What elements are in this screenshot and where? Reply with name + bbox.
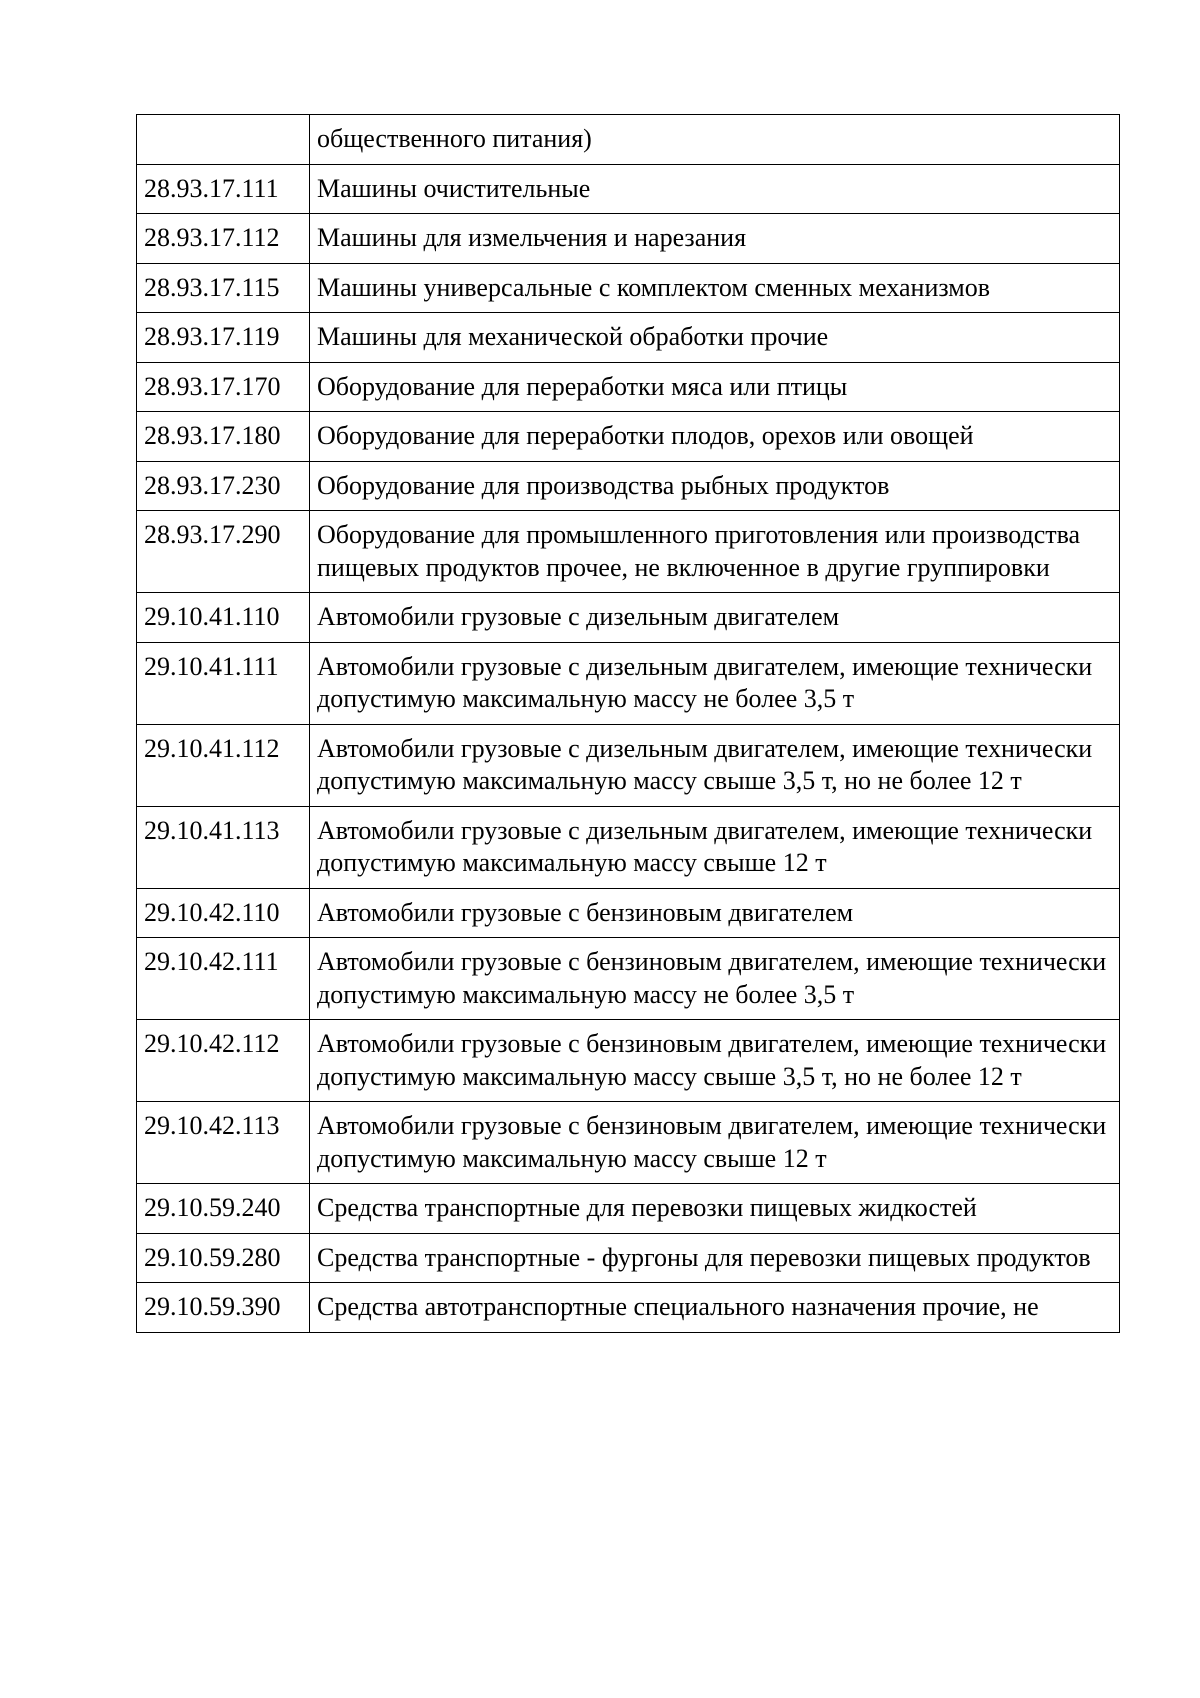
description-cell: общественного питания)	[310, 115, 1120, 165]
table-row	[137, 511, 1120, 593]
product-codes-table-body	[137, 115, 1120, 1333]
table-row	[137, 593, 1120, 643]
table-row	[137, 1233, 1120, 1283]
table-row	[137, 313, 1120, 363]
code-cell: 28.93.17.115	[137, 263, 310, 313]
code-cell: 29.10.41.110	[137, 593, 310, 643]
code-cell: 28.93.17.119	[137, 313, 310, 363]
code-cell: 29.10.41.112	[137, 724, 310, 806]
product-codes-table	[136, 114, 1120, 1333]
description-cell: Автомобили грузовые с бензиновым двигателем, имеющие технически допустимую максимальную массу свыше 12 т	[310, 1102, 1120, 1184]
description-cell: Автомобили грузовые с бензиновым двигателем, имеющие технически допустимую максимальную массу свыше 3,5 т, но не более 12 т	[310, 1020, 1120, 1102]
table-row	[137, 362, 1120, 412]
description-cell: Оборудование для производства рыбных продуктов	[310, 461, 1120, 511]
code-cell: 29.10.42.111	[137, 938, 310, 1020]
description-cell: Оборудование для промышленного приготовления или производства пищевых продуктов прочее, не включенное в другие группировки	[310, 511, 1120, 593]
code-cell: 28.93.17.170	[137, 362, 310, 412]
table-row	[137, 412, 1120, 462]
table-row	[137, 1283, 1120, 1333]
description-cell: Оборудование для переработки мяса или птицы	[310, 362, 1120, 412]
code-cell: 29.10.42.112	[137, 1020, 310, 1102]
table-row	[137, 724, 1120, 806]
description-cell: Автомобили грузовые с дизельным двигателем, имеющие технически допустимую максимальную массу свыше 3,5 т, но не более 12 т	[310, 724, 1120, 806]
table-row	[137, 938, 1120, 1020]
table-row	[137, 642, 1120, 724]
code-cell: 29.10.42.113	[137, 1102, 310, 1184]
description-cell: Автомобили грузовые с дизельным двигателем, имеющие технически допустимую максимальную массу свыше 12 т	[310, 806, 1120, 888]
table-row	[137, 214, 1120, 264]
code-cell: 29.10.41.111	[137, 642, 310, 724]
description-cell: Автомобили грузовые с бензиновым двигателем, имеющие технически допустимую максимальную массу не более 3,5 т	[310, 938, 1120, 1020]
description-cell: Машины универсальные с комплектом сменных механизмов	[310, 263, 1120, 313]
code-cell: 29.10.59.390	[137, 1283, 310, 1333]
code-cell: 28.93.17.180	[137, 412, 310, 462]
table-row	[137, 263, 1120, 313]
description-cell: Машины для измельчения и нарезания	[310, 214, 1120, 264]
table-row	[137, 115, 1120, 165]
code-cell: 28.93.17.112	[137, 214, 310, 264]
description-cell: Автомобили грузовые с дизельным двигателем, имеющие технически допустимую максимальную массу не более 3,5 т	[310, 642, 1120, 724]
code-cell: 29.10.59.280	[137, 1233, 310, 1283]
code-cell: 29.10.42.110	[137, 888, 310, 938]
table-row	[137, 888, 1120, 938]
table-row	[137, 461, 1120, 511]
table-row	[137, 806, 1120, 888]
description-cell: Машины очистительные	[310, 164, 1120, 214]
code-cell: 29.10.59.240	[137, 1184, 310, 1234]
code-cell: 29.10.41.113	[137, 806, 310, 888]
code-cell: 28.93.17.290	[137, 511, 310, 593]
description-cell: Средства автотранспортные специального назначения прочие, не	[310, 1283, 1120, 1333]
description-cell: Машины для механической обработки прочие	[310, 313, 1120, 363]
table-row	[137, 1020, 1120, 1102]
table-row	[137, 164, 1120, 214]
code-cell: 28.93.17.111	[137, 164, 310, 214]
description-cell: Автомобили грузовые с дизельным двигателем	[310, 593, 1120, 643]
description-cell: Средства транспортные - фургоны для перевозки пищевых продуктов	[310, 1233, 1120, 1283]
code-cell: 28.93.17.230	[137, 461, 310, 511]
description-cell: Средства транспортные для перевозки пищевых жидкостей	[310, 1184, 1120, 1234]
code-cell	[137, 115, 310, 165]
table-row	[137, 1102, 1120, 1184]
description-cell: Оборудование для переработки плодов, орехов или овощей	[310, 412, 1120, 462]
table-row	[137, 1184, 1120, 1234]
description-cell: Автомобили грузовые с бензиновым двигателем	[310, 888, 1120, 938]
